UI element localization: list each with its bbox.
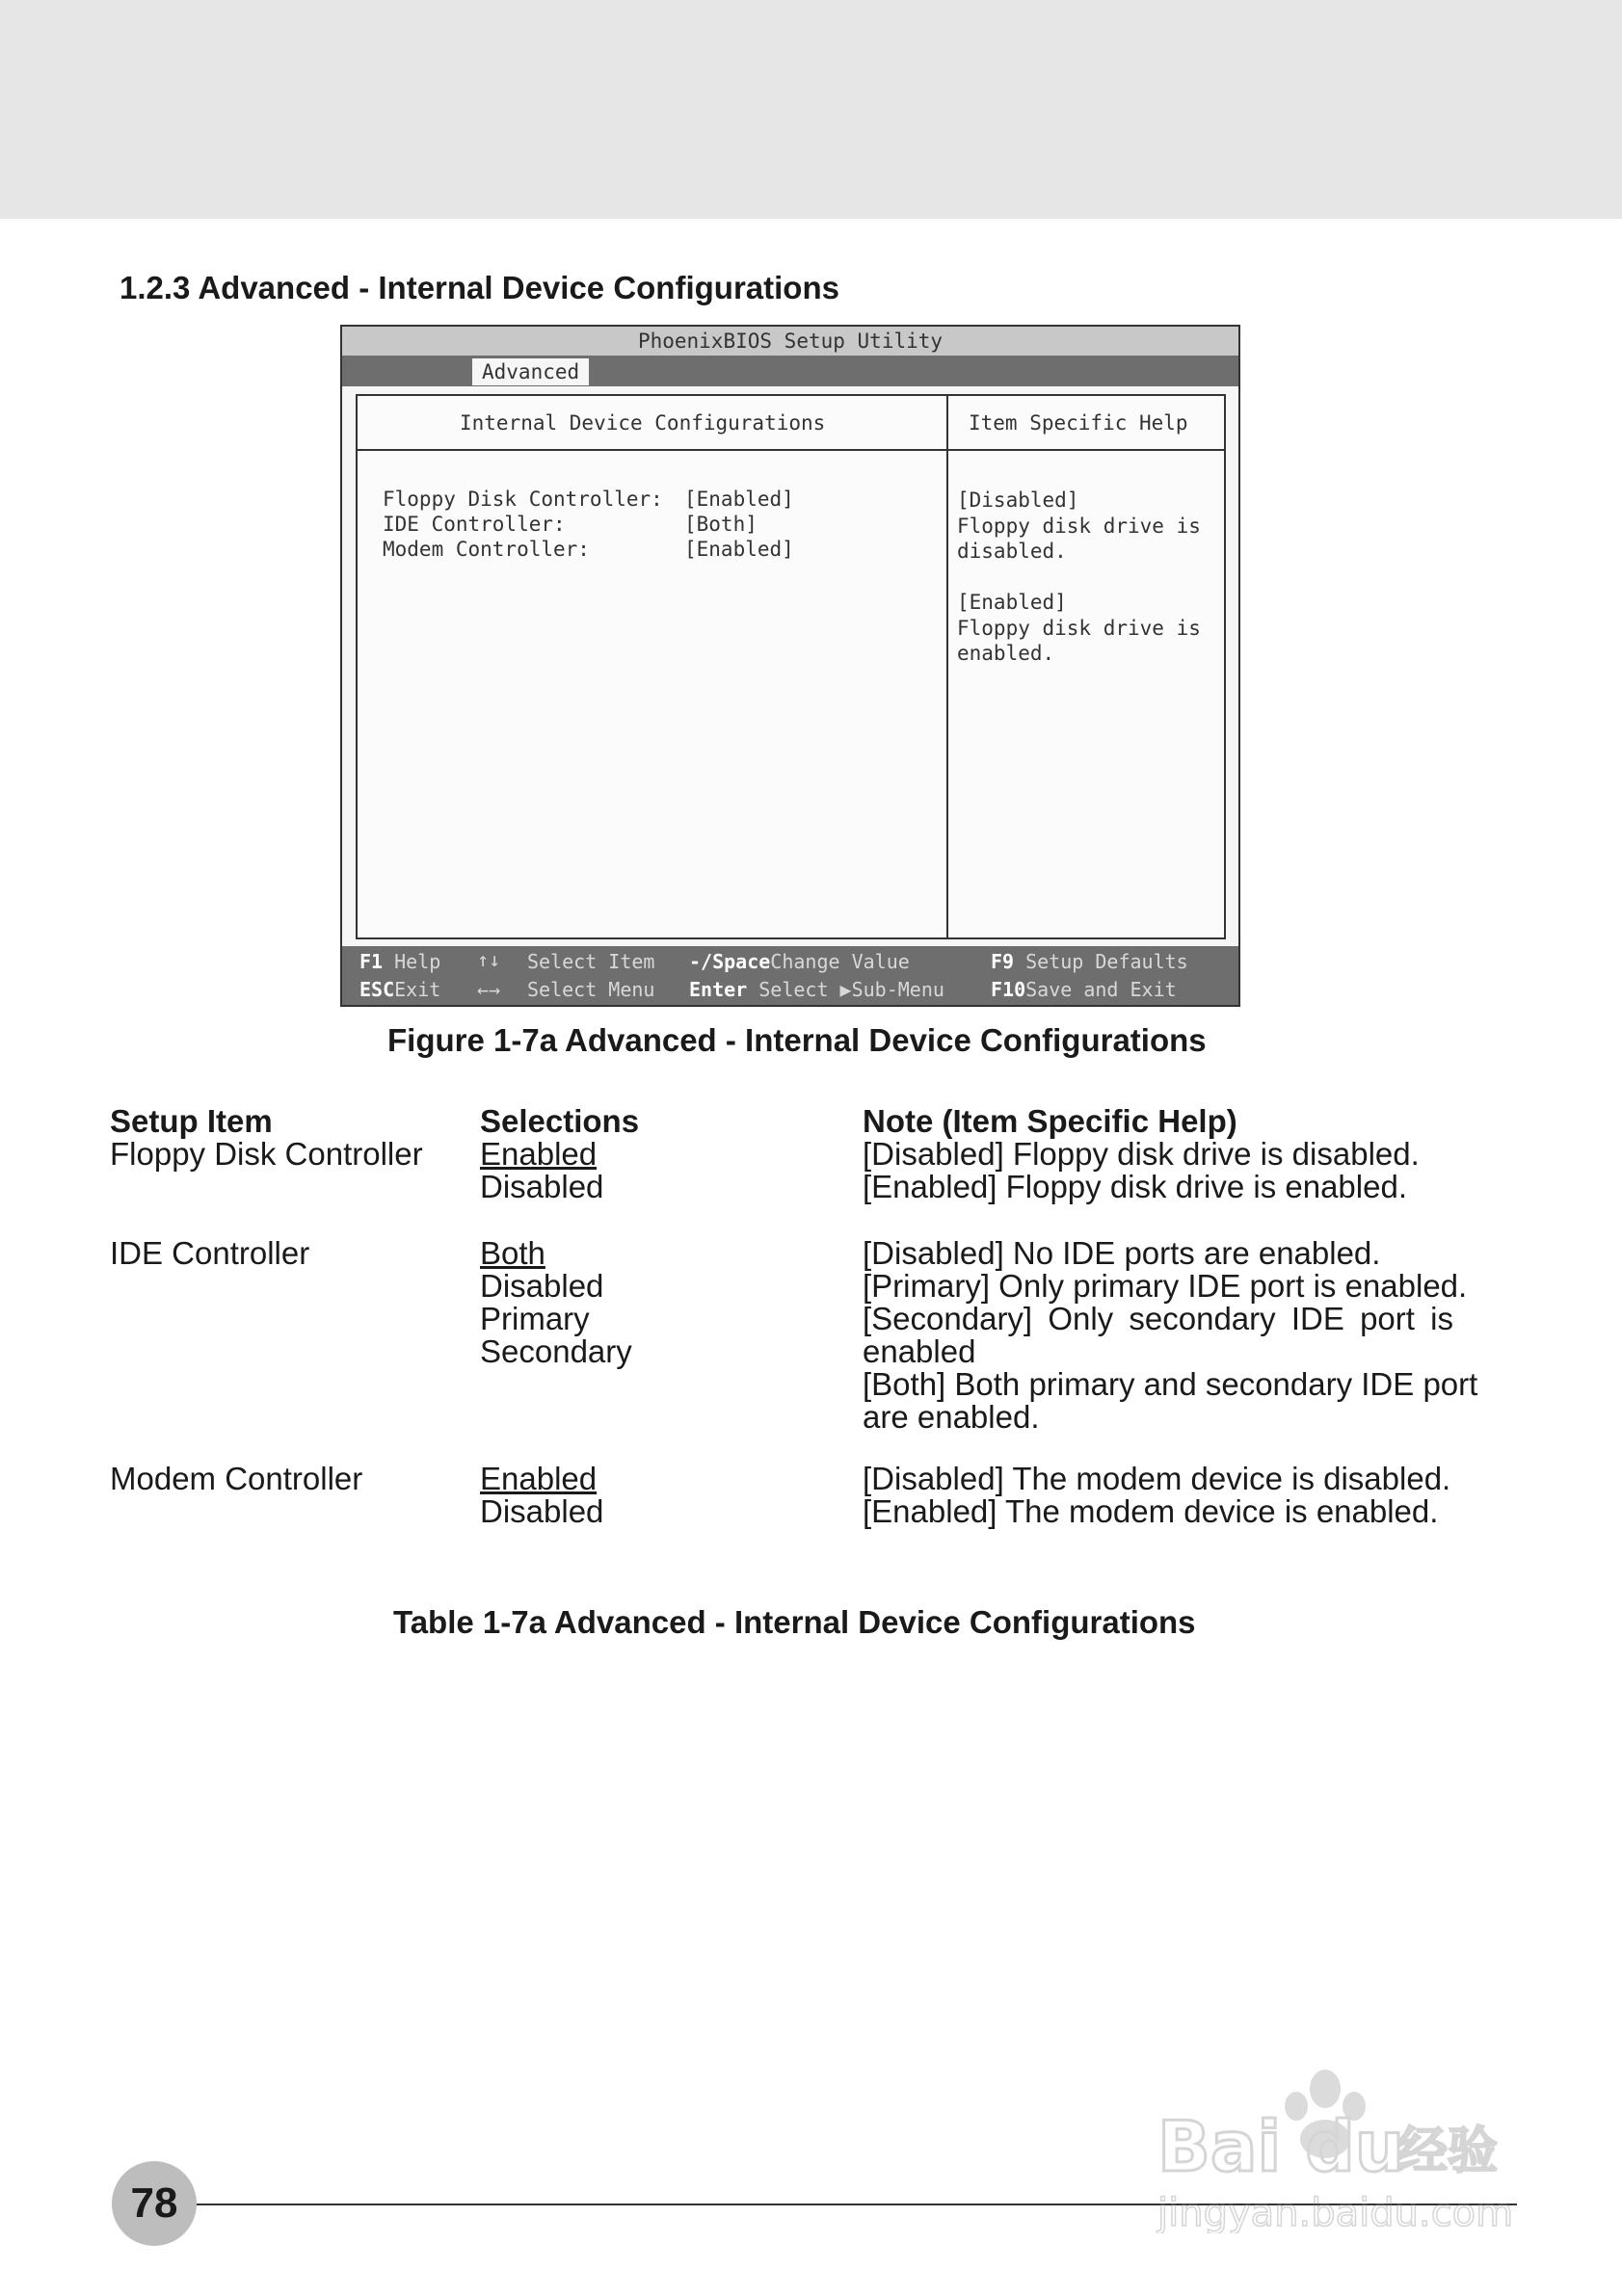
bios-item-ide[interactable] [383,513,758,536]
note-line: [Primary] Only primary IDE port is enabled. [863,1268,1468,1304]
bios-item-value[interactable]: [Enabled] [684,538,794,561]
note-line: enabled [863,1333,976,1369]
table-row-item: Modem Controller [110,1461,363,1496]
tab-advanced[interactable]: Advanced [472,358,589,385]
table-caption: Table 1-7a Advanced - Internal Device Configurations [393,1604,1196,1640]
select-menu-hint: Select Menu [527,978,655,1001]
table-row-item: Floppy Disk Controller [110,1136,423,1172]
note-list [863,1235,1478,1435]
selection-list [480,1463,603,1528]
f10-hint: F10Save and Exit [991,978,1177,1001]
bios-title: PhoenixBIOS Setup Utility [342,327,1238,356]
table-row-item: IDE Controller [110,1235,310,1271]
selection-option: Disabled [480,1169,604,1204]
note-line: [Enabled] The modem device is enabled. [863,1493,1439,1529]
svg-text:Bai du: Bai du [1157,2106,1405,2187]
note-line: [Secondary] Only secondary IDE port is [863,1301,1453,1336]
table-header-item: Setup Item [110,1103,273,1139]
right-pane-title: Item Specific Help [969,411,1188,435]
svg-text:jingyan.baidu.com: jingyan.baidu.com [1157,2191,1514,2233]
note-list [863,1138,1453,1203]
baidu-watermark-icon [1152,2060,1528,2233]
pane-divider [946,396,948,937]
figure-caption: Figure 1-7a Advanced - Internal Device Configurations [387,1022,1207,1058]
change-value-hint: -/SpaceChange Value [689,950,910,973]
selection-option: Disabled [480,1493,604,1529]
selection-option: Disabled [480,1268,604,1304]
bios-item-modem[interactable] [383,538,794,561]
note-line: [Disabled] No IDE ports are enabled. [863,1235,1381,1271]
bios-item-floppy[interactable] [383,488,794,511]
selection-list [480,1237,632,1368]
note-line: [Disabled] Floppy disk drive is disabled. [863,1136,1420,1172]
bios-screenshot [340,325,1240,1007]
note-line: [Enabled] Floppy disk drive is enabled. [863,1169,1407,1204]
selection-default: Enabled [480,1136,598,1172]
f9-hint: F9 Setup Defaults [991,950,1188,973]
bios-panel [356,394,1226,939]
bios-item-label: IDE Controller: [383,513,566,536]
enter-hint: Enter Select ▶Sub-Menu [689,978,944,1001]
selection-list [480,1138,603,1203]
note-line: [Disabled] The modem device is disabled. [863,1461,1451,1496]
bios-footer [342,946,1238,1005]
note-line: [Both] Both primary and secondary IDE port [863,1366,1478,1402]
item-help-text: [Disabled] Floppy disk drive is disabled. [Enabled] Floppy disk drive is enabled. [957,488,1201,665]
left-pane-title: Internal Device Configurations [460,411,826,435]
bios-menubar [342,356,1238,386]
pane-header-divider [358,449,1224,451]
header-band [0,0,1622,219]
svg-text:经验: 经验 [1397,2123,1499,2180]
selection-option: Secondary [480,1333,632,1369]
selection-option: Primary [480,1301,590,1336]
note-line: are enabled. [863,1399,1040,1435]
leftright-arrows-icon: ←→ [477,978,501,1001]
f1-hint: F1 Help [359,950,441,973]
esc-hint: ESCExit [359,978,441,1001]
note-list [863,1463,1453,1528]
bios-item-label: Floppy Disk Controller: [383,488,663,511]
section-title: 1.2.3 Advanced - Internal Device Configurations [120,270,839,305]
bios-item-label: Modem Controller: [383,538,590,561]
bios-item-value[interactable]: [Both] [684,513,758,536]
page-number: 78 [112,2161,197,2246]
selection-default: Enabled [480,1461,598,1496]
selection-default: Both [480,1235,545,1271]
table-header-selections: Selections [480,1103,640,1139]
updown-arrows-icon: ↑↓ [477,948,501,971]
select-item-hint: Select Item [527,950,655,973]
table-header-note: Note (Item Specific Help) [863,1103,1237,1139]
bios-item-value[interactable]: [Enabled] [684,488,794,511]
